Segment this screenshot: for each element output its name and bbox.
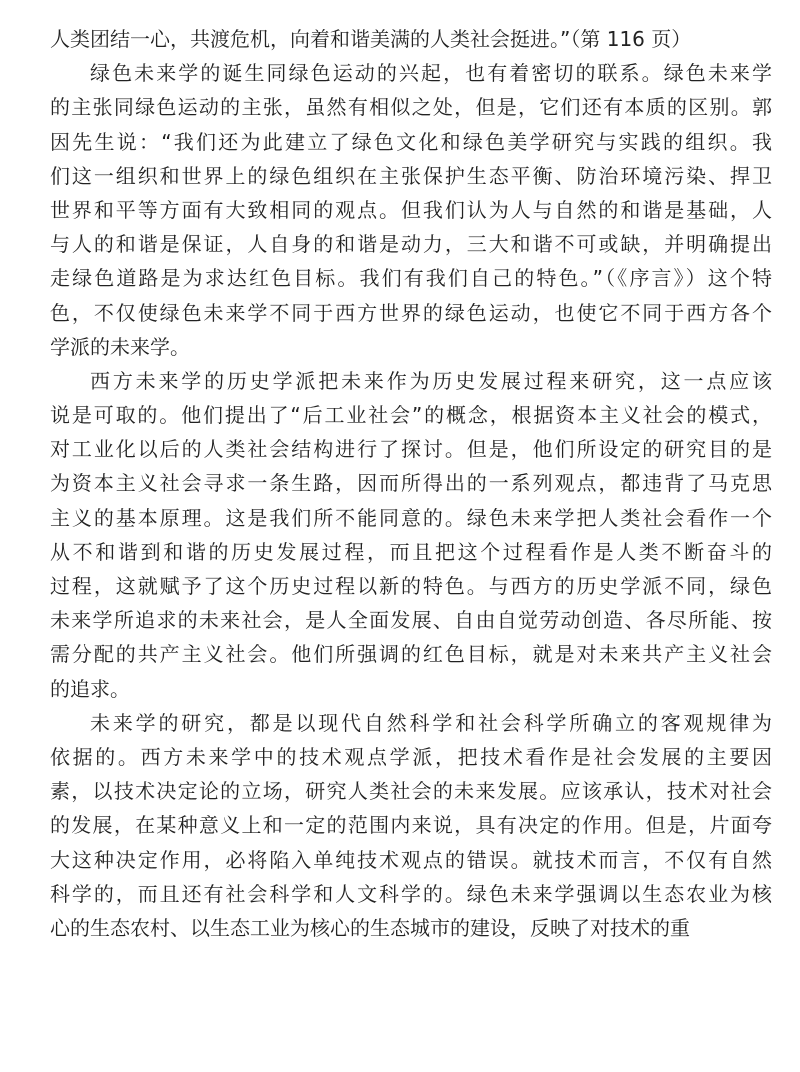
text-line: 人类团结一心，共渡危机，向着和谐美满的人类社会挺进。”（第 116 页）	[50, 27, 692, 51]
paragraph	[50, 56, 772, 364]
text-line: 的主张同绿色运动的主张，虽然有相似之处，但是，它们还有本质的区别。郭	[50, 95, 772, 120]
text-line: 需分配的共产主义社会。他们所强调的红色目标，就是对未来共产主义社会	[50, 642, 772, 667]
text-line: 因先生说：“我们还为此建立了绿色文化和绿色美学研究与实践的组织。我	[50, 129, 772, 154]
text-line: 的追求。	[50, 676, 130, 701]
text-line: 的发展，在某种意义上和一定的范围内来说，具有决定的作用。但是，片面夸	[50, 813, 772, 838]
text-line: 对工业化以后的人类社会结构进行了探讨。但是，他们所设定的研究目的是	[50, 437, 772, 462]
paragraph	[50, 364, 772, 706]
text-line: 与人的和谐是保证，人自身的和谐是动力，三大和谐不可或缺，并明确提出	[50, 232, 772, 257]
paragraph	[50, 22, 772, 56]
text-line: 说是可取的。他们提出了“后工业社会”的概念，根据资本主义社会的模式，	[50, 403, 772, 428]
text-line: 西方未来学的历史学派把未来作为历史发展过程来研究，这一点应该	[90, 368, 772, 393]
text-line: 过程，这就赋予了这个历史过程以新的特色。与西方的历史学派不同，绿色	[50, 574, 772, 598]
text-line: 科学的，而且还有社会科学和人文科学的。绿色未来学强调以生态农业为核	[50, 881, 772, 906]
text-line: 未来学所追求的未来社会，是人全面发展、自由自觉劳动创造、各尽所能、按	[50, 608, 772, 633]
text-line: 心的生态农村、以生态工业为核心的生态城市的建设，反映了对技术的重	[50, 915, 690, 940]
text-line: 绿色未来学的诞生同绿色运动的兴起，也有着密切的联系。绿色未来学	[90, 61, 772, 86]
text-line: 依据的。西方未来学中的技术观点学派，把技术看作是社会发展的主要因	[50, 744, 772, 769]
text-line: 色，不仅使绿色未来学不同于西方世界的绿色运动，也使它不同于西方各个	[50, 300, 772, 325]
text-line: 学派的未来学。	[50, 334, 190, 359]
text-line: 主义的基本原理。这是我们所不能同意的。绿色未来学把人类社会看作一个	[50, 505, 772, 530]
paragraph	[50, 706, 772, 945]
text-line: 未来学的研究，都是以现代自然科学和社会科学所确立的客观规律为	[90, 710, 772, 735]
text-line: 素，以技术决定论的立场，研究人类社会的未来发展。应该承认，技术对社会	[50, 779, 772, 804]
text-line: 为资本主义社会寻求一条生路，因而所得出的一系列观点，都违背了马克思	[50, 471, 772, 496]
text-line: 们这一组织和世界上的绿色组织在主张保护生态平衡、防治环境污染、捍卫	[50, 163, 772, 188]
document-body	[50, 22, 772, 945]
text-line: 大这种决定作用，必将陷入单纯技术观点的错误。就技术而言，不仅有自然	[50, 847, 772, 872]
text-line: 从不和谐到和谐的历史发展过程，而且把这个过程看作是人类不断奋斗的	[50, 539, 772, 564]
text-line: 世界和平等方面有大致相同的观点。但我们认为人与自然的和谐是基础，人	[50, 197, 772, 222]
text-line: 走绿色道路是为求达红色目标。我们有我们自己的特色。”（《序言》）这个特	[50, 266, 772, 291]
